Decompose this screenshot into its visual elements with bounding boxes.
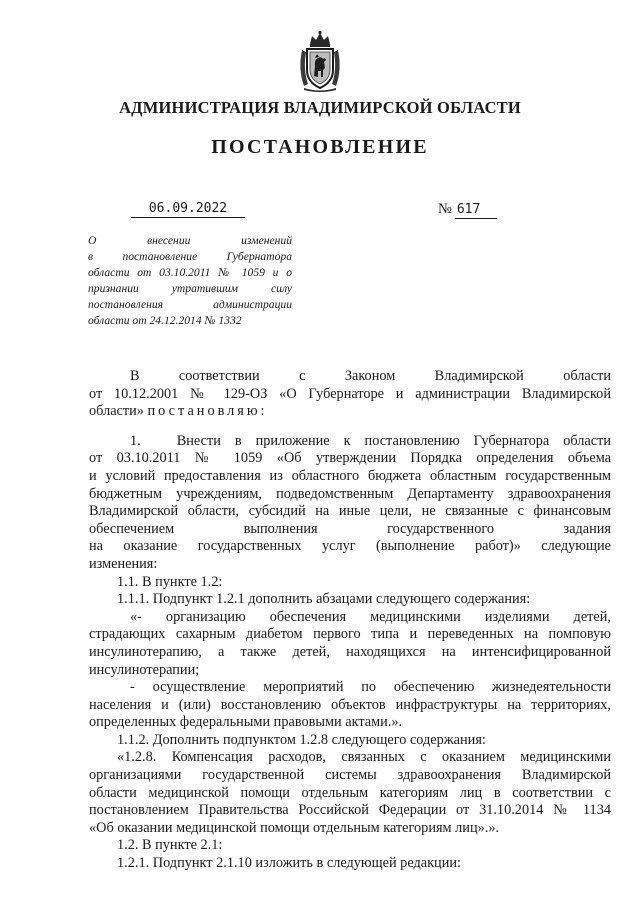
coat-of-arms-icon <box>290 30 350 92</box>
item-number: 1. <box>130 432 141 449</box>
text-line: 1.2. В пункте 2.1: <box>117 837 223 854</box>
document-body <box>89 368 611 873</box>
subject-line: О внесении изменений <box>88 234 292 247</box>
text-line: от 03.10.2011 № 1059 «Об утверждении Порядка определения объема <box>89 450 611 467</box>
subitem-1-2-1 <box>89 855 611 873</box>
preamble-paragraph <box>89 368 611 421</box>
text-line: бюджетным учреждениям, подведомственным Департаменту здравоохранения <box>89 485 611 502</box>
text-line: 1.2.1. Подпункт 2.1.10 изложить в следующей редакции: <box>117 855 461 872</box>
resolution-keyword: постановляю: <box>147 403 268 420</box>
subitem-1-1 <box>89 574 611 592</box>
subject-line: области от 03.10.2011 № 1059 и о <box>88 266 292 279</box>
text-line: 1. Внести в приложение к постановлению Губернатора области <box>130 432 611 449</box>
subitem-1-2 <box>89 837 611 855</box>
subitem-1-1-1 <box>89 591 611 609</box>
text-line: изменения: <box>89 555 158 572</box>
text-line: «- организацию обеспечения медицинскими изделиями детей, <box>130 608 611 625</box>
organization-title: АДМИНИСТРАЦИЯ ВЛАДИМИРСКОЙ ОБЛАСТИ <box>119 98 521 117</box>
subitem-1-1-2 <box>89 732 611 750</box>
number-value: 617 <box>455 202 497 219</box>
quote-paragraph-2 <box>89 679 611 732</box>
text-line: 1.1.2. Дополнить подпунктом 1.2.8 следующего содержания: <box>117 731 486 748</box>
text-line: В соответствии с Законом Владимирской области <box>130 368 611 384</box>
text-line: - осуществление мероприятий по обеспечению жизнедеятельности <box>130 679 611 696</box>
text-line: и условий предоставления из областного бюджета областным государственным <box>89 467 611 484</box>
text-line: области» постановляю: <box>89 403 268 420</box>
document-number <box>438 201 497 219</box>
document-type-title: ПОСТАНОВЛЕНИЕ <box>211 136 429 158</box>
text-line: «Об оказании медицинской помощи отдельным категориям лиц».». <box>89 819 500 836</box>
quote-paragraph-3 <box>89 749 611 837</box>
text-line: населения и (или) восстановлению объектов инфраструктуры на территориях, <box>89 696 611 713</box>
text-line: 1.1. В пункте 1.2: <box>117 573 223 590</box>
text-line: от 10.12.2001 № 129-ОЗ «О Губернаторе и администрации Владимирской <box>89 385 611 402</box>
subject-line: постановления администрации <box>88 298 292 311</box>
number-sign: № <box>438 201 452 217</box>
text-line: определенных федеральными правовыми актами.». <box>89 714 403 731</box>
text-line: 1.1.1. Подпункт 1.2.1 дополнить абзацами следующего содержания: <box>117 591 531 608</box>
text-line: инсулинотерапии; <box>89 661 200 678</box>
text-line: обеспечением выполнения государственного задания <box>89 520 611 537</box>
item-1-paragraph <box>89 433 611 574</box>
text-line: организациями государственной системы здравоохранения Владимирской <box>89 767 611 784</box>
text-line: «1.2.8. Компенсация расходов, связанных с оказанием медицинскими <box>117 749 611 766</box>
document-date: 06.09.2022 <box>131 201 245 218</box>
subject-line: признании утратившим силу <box>88 282 292 295</box>
text-line: страдающих сахарным диабетом первого типа и переведенных на помповую <box>89 626 611 643</box>
text-line: инсулинотерапию, а также детей, находящихся на интенсифицированной <box>89 643 611 660</box>
text-line: постановлением Правительства Российской Федерации от 31.10.2014 № 1134 <box>89 802 611 819</box>
subject-line: в постановление Губернатора <box>88 250 292 263</box>
text-line: области медицинской помощи отдельным категориям лиц в соответствии с <box>89 784 611 801</box>
text-line: на оказание государственных услуг (выполнение работ)» следующие <box>89 538 611 555</box>
quote-paragraph-1 <box>89 609 611 679</box>
document-subject <box>88 233 292 329</box>
subject-line: области от 24.12.2014 № 1332 <box>88 314 242 327</box>
text-line: Владимирской области, субсидий на иные цели, не связанные с финансовым <box>89 503 611 520</box>
